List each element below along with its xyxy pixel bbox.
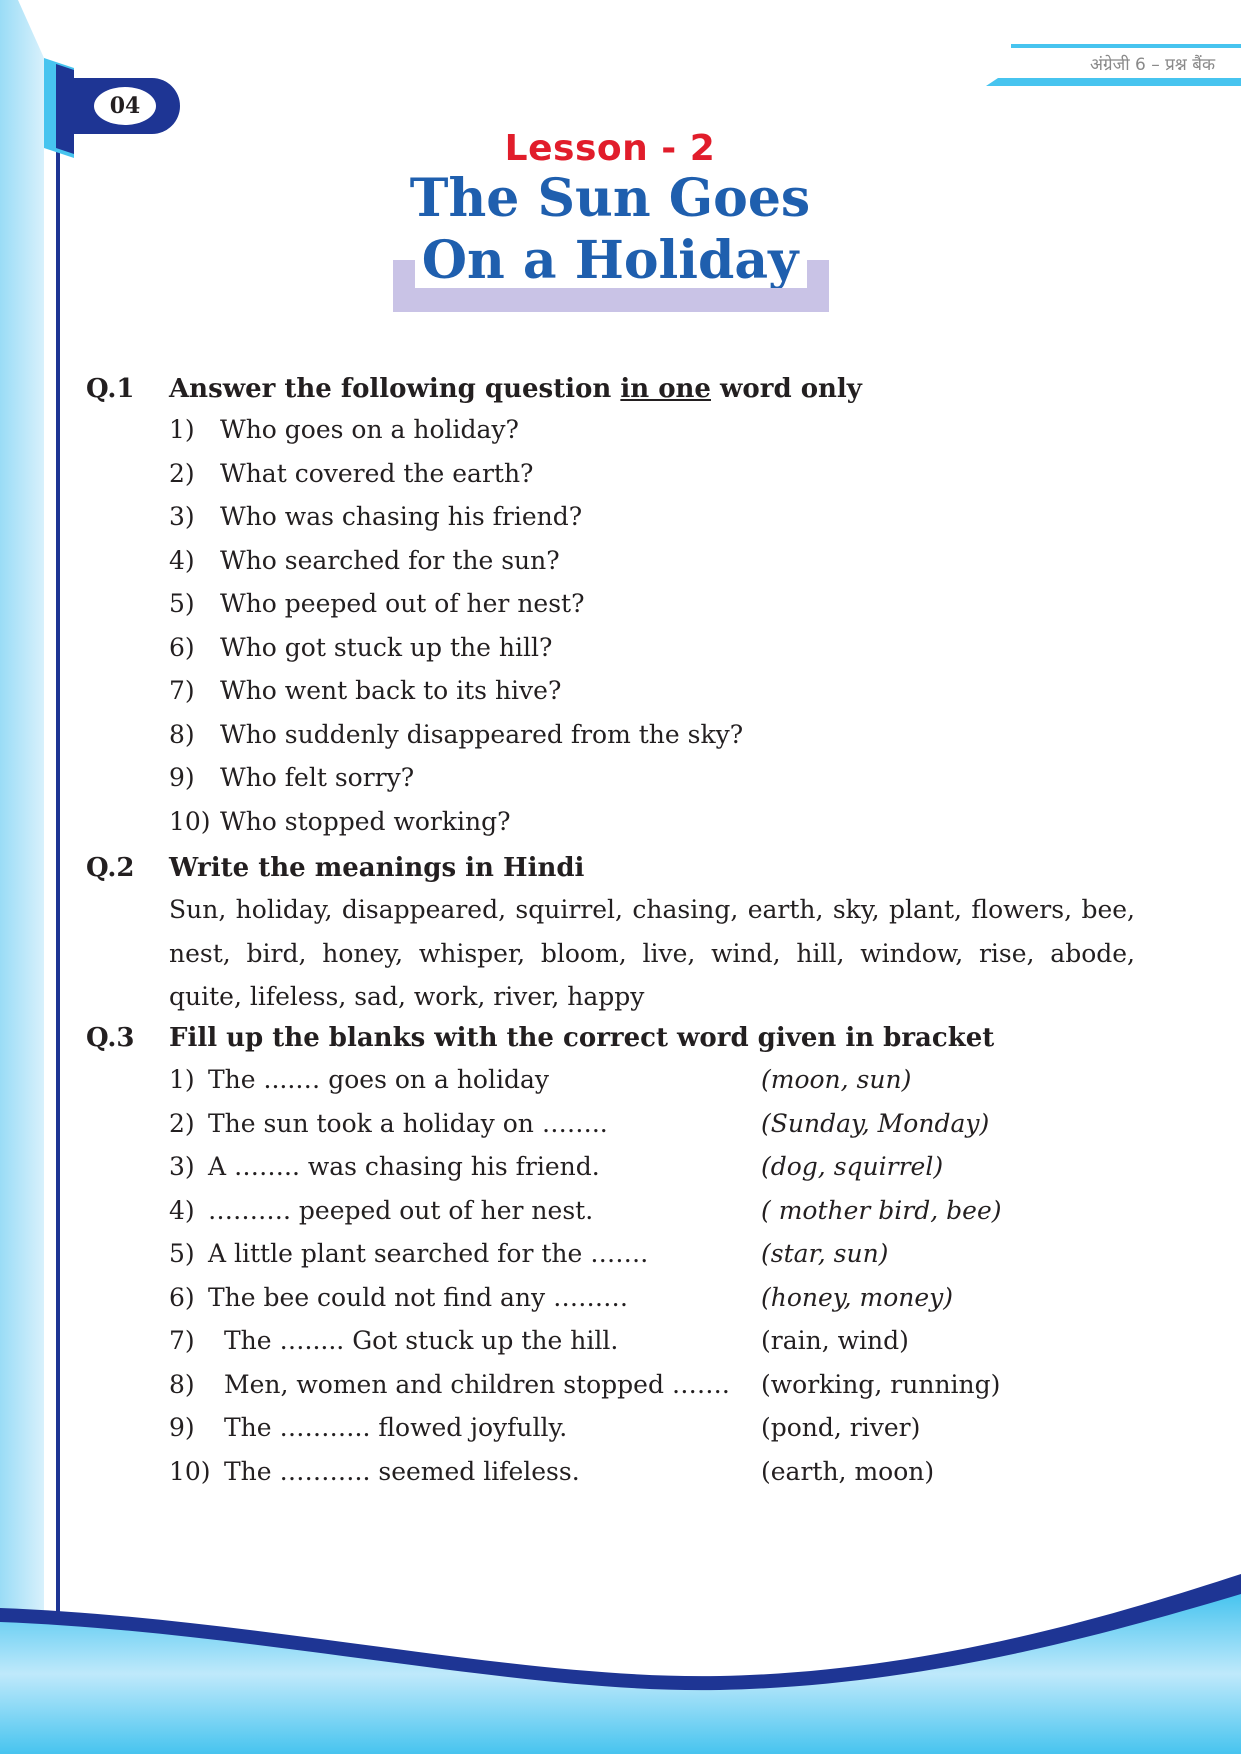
q3-item-options: (star, sun) <box>761 1239 889 1268</box>
q2-word-list: Sun, holiday, disappeared, squirrel, chasing, earth, sky, plant, flowers, bee, nest, bird, honey, whisper, bloom, live, wind, hill, window, rise, abode, quite, lifeless, sad, work, river, happy <box>169 895 1135 1011</box>
q1-item-text: Who goes on a holiday? <box>220 415 519 444</box>
page-number-badge <box>72 78 180 134</box>
q3-item-text: The sun took a holiday on …….. <box>208 1108 608 1138</box>
q3-item-text: The …..... Got stuck up the hill. <box>224 1326 619 1355</box>
q1-item-number: 6) <box>169 632 195 662</box>
q3-item-number: 5) <box>169 1239 195 1268</box>
q2-number: Q.2 <box>86 853 135 883</box>
q1-item-text: Who went back to its hive? <box>220 676 562 705</box>
q3-item-number: 10) <box>169 1456 211 1486</box>
q3-item-text: A little plant searched for the ……. <box>208 1239 649 1268</box>
q1-number: Q.1 <box>86 374 135 404</box>
page-number: 04 <box>94 87 156 125</box>
q1-item-number: 7) <box>169 676 195 705</box>
book-header: अंग्रेजी 6 – प्रश्न बैंक <box>1090 55 1215 75</box>
q3-item-number: 4) <box>169 1195 195 1225</box>
q3-item-number: 1) <box>169 1065 195 1094</box>
q3-item-options: (rain, wind) <box>761 1326 909 1355</box>
q3-item-options: (honey, money) <box>761 1282 954 1312</box>
q3-item-number: 9) <box>169 1413 195 1442</box>
q1-item-text: Who was chasing his friend? <box>220 502 583 531</box>
q3-item-number: 8) <box>169 1369 195 1399</box>
q1-item-number: 1) <box>169 415 195 444</box>
q3-item-text: The bee could not find any ……… <box>208 1282 629 1312</box>
lesson-label: Lesson - 2 <box>504 128 716 169</box>
lesson-title-line2: On a Holiday <box>421 230 799 291</box>
q1-item-text: Who searched for the sun? <box>220 545 560 575</box>
q3-item-options: (moon, sun) <box>761 1065 912 1094</box>
q3-item-number: 6) <box>169 1282 195 1312</box>
q3-item-options: (dog, squirrel) <box>761 1152 944 1181</box>
q1-item-text: Who got stuck up the hill? <box>220 632 553 662</box>
lesson-title-line1: The Sun Goes <box>409 168 811 229</box>
q3-item-options: (pond, river) <box>761 1413 921 1442</box>
q2-heading: Write the meanings in Hindi <box>169 853 585 883</box>
q1-item-number: 9) <box>169 763 195 792</box>
q1-item-text: Who suddenly disappeared from the sky? <box>220 719 744 749</box>
q3-item-number: 3) <box>169 1152 195 1181</box>
bottom-wave-decoration <box>0 1560 1241 1754</box>
q3-item-text: Men, women and children stopped ……. <box>224 1369 730 1399</box>
title-bracket <box>393 260 829 312</box>
q3-item-number: 2) <box>169 1108 195 1138</box>
q3-item-options: ( mother bird, bee) <box>761 1195 1002 1225</box>
q3-item-text: The ……….. flowed joyfully. <box>224 1413 568 1442</box>
q3-number: Q.3 <box>86 1023 135 1053</box>
header-underline <box>986 78 1241 86</box>
header-accent-line <box>1011 44 1241 48</box>
q3-item-text: ………. peeped out of her nest. <box>208 1195 594 1225</box>
q3-item-options: (Sunday, Monday) <box>761 1108 990 1138</box>
q3-item-text: The ……….. seemed lifeless. <box>224 1456 580 1486</box>
q1-item-text: Who felt sorry? <box>220 763 415 792</box>
q1-item-number: 2) <box>169 458 195 488</box>
q1-heading: Answer the following question in one word only <box>169 374 862 404</box>
q1-item-number: 10) <box>169 806 211 836</box>
q1-item-text: Who stopped working? <box>220 806 511 836</box>
q1-item-text: Who peeped out of her nest? <box>220 589 585 618</box>
q3-item-number: 7) <box>169 1326 195 1355</box>
q3-item-text: A …….. was chasing his friend. <box>208 1152 600 1181</box>
q3-item-text: The ....… goes on a holiday <box>208 1065 550 1094</box>
q1-item-number: 5) <box>169 589 195 618</box>
q1-item-number: 4) <box>169 545 195 575</box>
q3-heading: Fill up the blanks with the correct word given in bracket <box>169 1023 995 1053</box>
q1-item-text: What covered the earth? <box>220 458 534 488</box>
q1-item-number: 3) <box>169 502 195 531</box>
q1-item-number: 8) <box>169 719 195 749</box>
q3-item-options: (working, running) <box>761 1369 1001 1399</box>
q3-item-options: (earth, moon) <box>761 1456 935 1486</box>
